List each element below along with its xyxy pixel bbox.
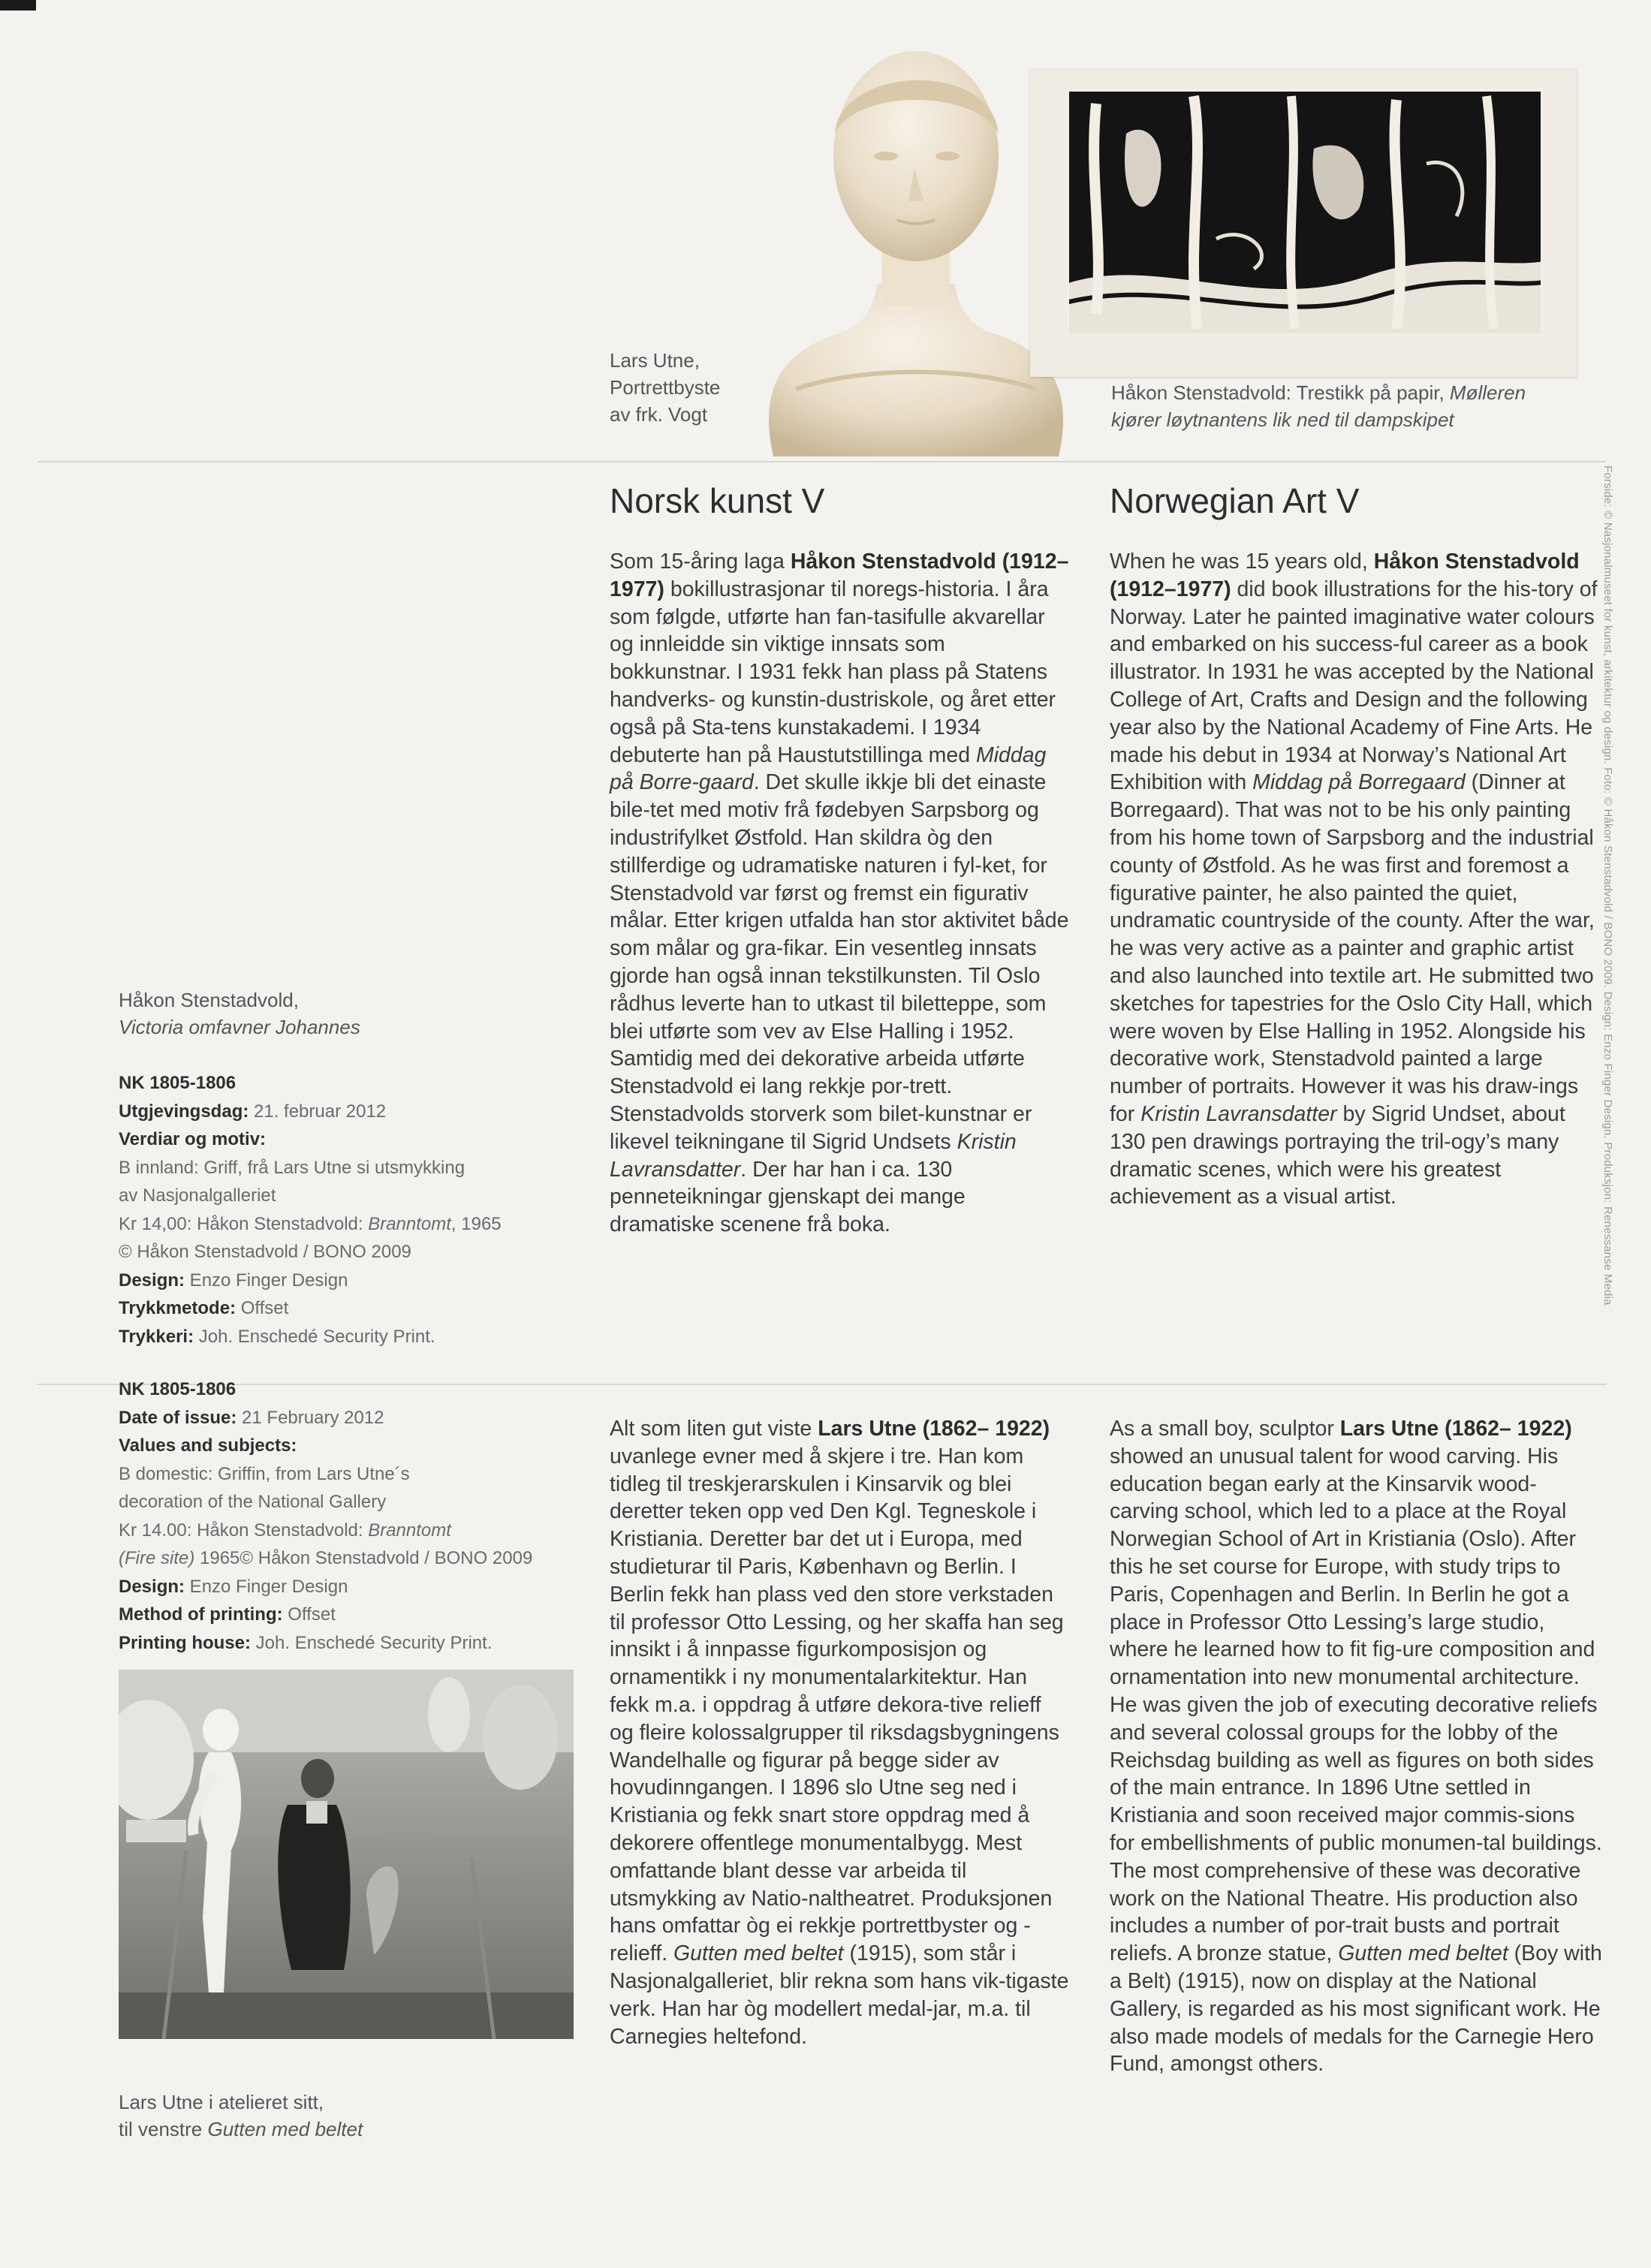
values-line: B domestic: Griffin, from Lars Utne´s <box>119 1463 410 1484</box>
woodcut-caption-text: Håkon Stenstadvold: Trestikk på papir, <box>1111 381 1450 404</box>
body-text: Som 15-åring laga <box>610 550 791 574</box>
artist-name: Håkon Stenstadvold (1912–1977) <box>1110 550 1580 601</box>
woodcut-caption <box>1111 379 1526 433</box>
body-text: bokillustrasjonar til noregs-historia. I åra som følgde, utførte han fan-tasifulle akvarellar og innleidde sin viktige innsats som bokkunstnar. I 1931 fekk han plass på Statens handverks- og kunstin-dustriskole, og året etter også på Sta-tens kunstakademi. I 1934 debuterte han på Haustutstillinga med <box>610 577 1056 767</box>
bust-caption-line: av frk. Vogt <box>610 403 708 426</box>
printer-label: Trykkeri: <box>119 1326 194 1347</box>
photo-caption-line: til venstre <box>119 2118 208 2140</box>
artwork-title: Kristin Lavransdatter <box>610 1129 1017 1182</box>
values-line: Kr 14,00: Håkon Stenstadvold: <box>119 1213 369 1234</box>
design-value: Enzo Finger Design <box>185 1270 348 1291</box>
artwork-title: Gutten med beltet <box>673 1941 844 1966</box>
photo-caption <box>119 2089 363 2143</box>
norwegian-paragraph-1 <box>610 548 1069 1239</box>
stamp-info-english <box>119 1375 532 1657</box>
studio-photograph <box>119 1670 574 2039</box>
body-text: . Det skulle ikkje bli det einaste bile-tet med motiv frå fødebyen Sarpsborg og industrifylket Østfold. Han skildra òg den stillferdige og udramatiske naturen i fyl-ket, for Stenstadvold var først og fremst ein figurativ målar. Etter krigen utfalda han stor aktivitet både som målar og gra-fikar. Ein vesentleg innsats gjorde han også innan tekstilkunsten. Til Oslo rådhus leverte han to utkast til biletteppe, som blei utførte som vev av Else Halling i 1952. Samtidig med dei dekorative arbeida utførte Stenstadvold ei lang rekkje por-trett. Stenstadvolds storverk som bilet-kunstnar er likevel teikningane til Sigrid Undsets <box>610 770 1069 1154</box>
body-text: by Sigrid Undset, about 130 pen drawings portraying the tril-ogy’s many dramatic scenes, which were his greatest achievement as a visual artist. <box>1110 1101 1565 1209</box>
print-method-value: Offset <box>282 1604 336 1625</box>
body-text: . Der har han i ca. 130 penneteikningar gjenskapt dei mange dramatiske scenene frå boka. <box>610 1157 966 1237</box>
woodcut-caption-title: kjører løytnantens lik ned til dampskipet <box>1111 408 1454 431</box>
artwork-title: Middag på Borre-gaard <box>610 742 1047 795</box>
design-label: Design: <box>119 1270 185 1291</box>
values-line: av Nasjonalgalleriet <box>119 1185 276 1206</box>
body-text: uvanlege evner med å skjere i tre. Han kom tidleg til treskjerarskulen i Kinsarvik og blei deretter teken opp ved Den Kgl. Tegneskole i Kristiania. Deretter bar det ut i Europa, med studieturar til Paris, København og Berlin. I Berlin fekk han plass ved den store verkstaden til professor Otto Lessing, og her skaffa han seg innsikt i å innpasse figurkomposisjon og ornamentikk i ny monumentalarkitektur. Han fekk m.a. i oppdrag å utføre dekora-tive relieff og fleire kolossalgrupper til riksdagsbygningens Wandelhalle og figurar på begge sider av hovudinngangen. I 1896 slo Utne seg ned i Kristiania og fekk snart store oppdrag med å dekorere offentlege monumentalbygg. Mest omfattande blant desse var arbeida til utsmykking av Natio-naltheatret. Produksjonen hans omfattar òg ei rekkje portrettbyster og -relieff. <box>610 1444 1064 1966</box>
stamp-number: NK 1805-1806 <box>119 1379 237 1399</box>
print-method-label: Method of printing: <box>119 1604 283 1625</box>
copyright-line: 1965© Håkon Stenstadvold / BONO 2009 <box>194 1548 533 1568</box>
stamp-caption-artist: Håkon Stenstadvold, <box>119 989 299 1011</box>
body-text: When he was 15 years old, <box>1110 550 1374 574</box>
print-method-value: Offset <box>236 1298 289 1318</box>
artwork-title: Branntomt <box>368 1213 451 1234</box>
stamp-info-norwegian <box>119 1069 502 1351</box>
bust-caption <box>610 347 720 428</box>
artwork-title: Gutten med beltet <box>1338 1941 1508 1966</box>
heading-norwegian: Norsk kunst V <box>610 481 825 520</box>
design-value: Enzo Finger Design <box>185 1576 348 1597</box>
artwork-title: Middag på Borregaard <box>1252 770 1466 795</box>
corner-mark <box>0 0 36 11</box>
copyright-line: © Håkon Stenstadvold / BONO 2009 <box>119 1242 411 1262</box>
values-line: Kr 14.00: Håkon Stenstadvold: <box>119 1520 369 1541</box>
body-text: (Dinner at Borregaard). That was not to be his only painting from his home town of Sarpsborg and the industrial county of Østfold. As he was first and foremost a figurative painter, he also painted the quiet, undramatic countryside of the county. After the war, he was very active as a painter and graphic artist and also launched into textile art. He submitted two sketches for tapestries for the Oslo City Hall, which were woven by Else Halling in 1952. Alongside his decorative work, Stenstadvold painted a large number of portraits. However it was his draw-ings for <box>1110 770 1595 1126</box>
body-text: did book illustrations for the his-tory of Norway. Later he painted imaginative water colours and embarked on his success-ful career as a book illustrator. In 1931 he was accepted by the National College of Art, Crafts and Design and the following year also by the National Academy of Fine Arts. He made his debut in 1934 at Norway’s National Art Exhibition with <box>1110 577 1598 795</box>
artwork-title: Branntomt <box>368 1520 451 1541</box>
artist-name: Lars Utne (1862– 1922) <box>818 1417 1050 1441</box>
stamp-number: NK 1805-1806 <box>119 1073 237 1093</box>
values-label: Verdiar og motiv: <box>119 1129 267 1149</box>
divider <box>38 461 1607 462</box>
body-text: (Boy with a Belt) (1915), now on display at the National Gallery, is regarded as his most significant work. He also made models of medals for the Carnegie Hero Fund, amongst others. <box>1110 1941 1602 2077</box>
body-text: showed an unusual talent for wood carving. His education began early at the Kinsarvik wood-carving school, which led to a place at the Royal Norwegian School of Art in Kristiania (Oslo). After this he set course for Europe, with study trips to Paris, Copenhagen and Berlin. In Berlin he got a place in Professor Otto Lessing’s large studio, where he learned how to fit fig-ure composition and ornamentation into new monumental architecture. He was given the job of executing decorative reliefs and several colossal groups for the lobby of the Reichsdag building as well as figures on both sides of the main entrance. In 1896 Utne settled in Kristiania and soon received major commis-sions for embellishments of public monumen-tal buildings. The most comprehensive of these was decorative work on the National Theatre. His production also includes a number of por-trait busts and portrait reliefs. A bronze statue, <box>1110 1444 1602 1966</box>
values-line: , 1965 <box>450 1213 502 1234</box>
design-label: Design: <box>119 1576 185 1597</box>
values-label: Values and subjects: <box>119 1435 297 1456</box>
issue-date-label: Date of issue: <box>119 1407 237 1428</box>
printer-value: Joh. Enschedé Security Print. <box>251 1632 493 1653</box>
norwegian-paragraph-2 <box>610 1415 1069 2050</box>
body-text: As a small boy, sculptor <box>1110 1417 1340 1441</box>
stamp-image-caption <box>119 986 360 1041</box>
woodcut-caption-title: Mølleren <box>1449 381 1526 404</box>
printer-label: Printing house: <box>119 1632 251 1653</box>
issue-date-value: 21 February 2012 <box>237 1407 384 1428</box>
photo-caption-line: Lars Utne i atelieret sitt, <box>119 2091 324 2113</box>
print-method-label: Trykkmetode: <box>119 1298 237 1318</box>
english-paragraph-2 <box>1110 1415 1605 2078</box>
english-paragraph-1 <box>1110 548 1605 1211</box>
bust-caption-line: Portrettbyste <box>610 376 721 399</box>
body-text: (1915), som står i Nasjonalgalleriet, blir rekna som hans vik-tigaste verk. Han har òg modellert medal-jar, m.a. til Carnegies heltefond. <box>610 1941 1069 2049</box>
artist-name: Håkon Stenstadvold (1912–1977) <box>610 550 1069 601</box>
artwork-title: Gutten med beltet <box>207 2118 363 2140</box>
artwork-title: Kristin Lavransdatter <box>1140 1101 1337 1126</box>
values-line: decoration of the National Gallery <box>119 1492 387 1512</box>
woodcut-print-image <box>1066 89 1544 336</box>
artwork-title: (Fire site) <box>119 1548 195 1568</box>
printer-value: Joh. Enschedé Security Print. <box>194 1326 435 1347</box>
issue-date-label: Utgjevingsdag: <box>119 1101 249 1122</box>
vertical-credit-line: Forside: © Nasjonalmuseet for kunst, arkitektur og design. Foto: © Håkon Stenstadvold / BONO 2009. Design: Enzo Finger Design. Produksjon: Renessanse Media <box>1601 465 1614 1306</box>
values-line: B innland: Griff, frå Lars Utne si utsmykking <box>119 1157 465 1178</box>
stamp-caption-title: Victoria omfavner Johannes <box>119 1016 360 1038</box>
bust-caption-line: Lars Utne, <box>610 349 700 372</box>
heading-english: Norwegian Art V <box>1110 481 1360 520</box>
body-text: Alt som liten gut viste <box>610 1417 818 1441</box>
artist-name: Lars Utne (1862– 1922) <box>1339 1417 1572 1441</box>
issue-date-value: 21. februar 2012 <box>249 1101 387 1122</box>
